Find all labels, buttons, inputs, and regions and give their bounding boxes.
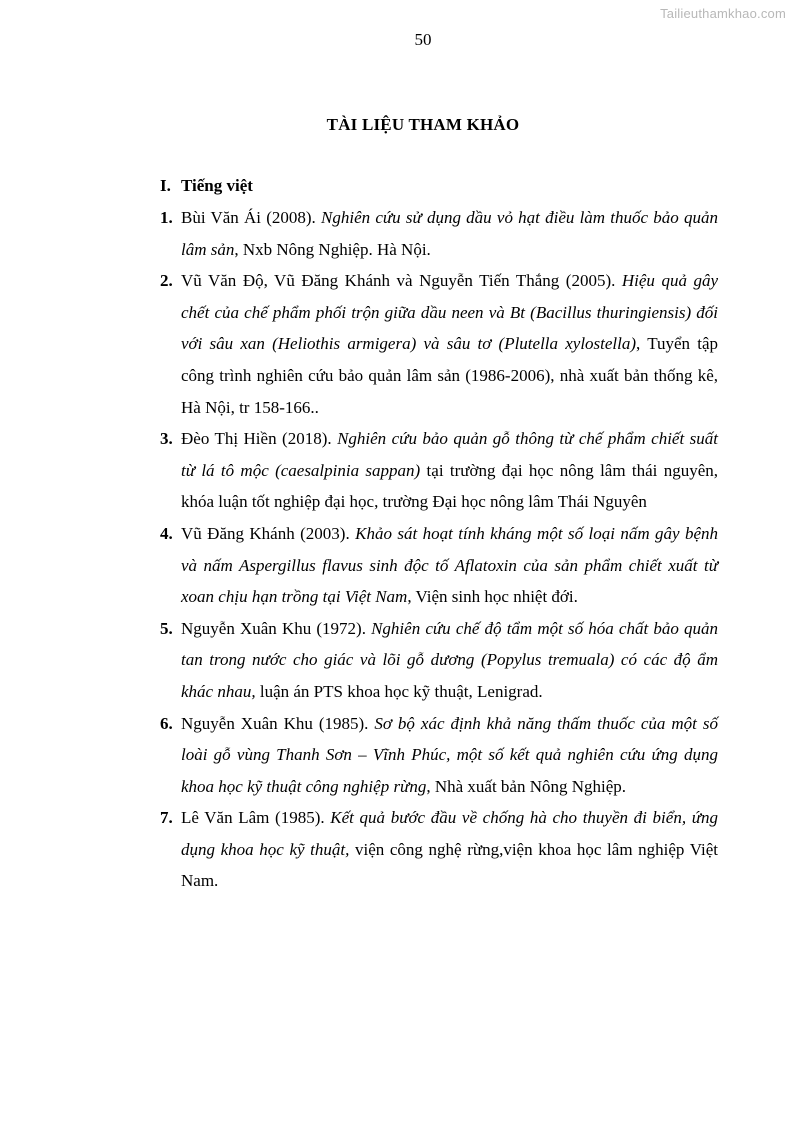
reference-item xyxy=(160,802,718,897)
reference-number: 2. xyxy=(160,271,173,291)
reference-number: 4. xyxy=(160,523,173,543)
reference-number: 7. xyxy=(160,808,173,828)
reference-list xyxy=(160,202,718,897)
reference-authors: Nguyễn Xuân Khu (1972). xyxy=(181,618,372,638)
reference-details: , Viện sinh học nhiệt đới. xyxy=(407,587,578,607)
reference-details: , Tuyển tập công trình nghiên cứu bảo quản lâm sản (1986-2006), nhà xuất bản thống kê, Hà Nội, tr 158-166.. xyxy=(181,334,719,417)
page-title: TÀI LIỆU THAM KHẢO xyxy=(326,115,520,134)
section-title: Tiếng việt xyxy=(181,176,253,195)
reference-item xyxy=(160,202,718,265)
reference-details: , Nxb Nông Nghiệp. Hà Nội. xyxy=(234,239,431,259)
reference-details: tại trường đại học nông lâm thái nguyên, khóa luận tốt nghiệp đại học, trường Đại học nông lâm Thái Nguyên xyxy=(181,460,718,512)
reference-number: 1. xyxy=(160,208,173,227)
reference-title: Khảo sát hoạt tính kháng một số loại nấm gây bệnh và nấm Aspergillus flavus sinh độc tố Aflatoxin của sản phẩm chiết xuất từ xoan chịu hạn trồng tại Việt Nam xyxy=(181,523,718,607)
section-heading xyxy=(160,176,253,196)
reference-number: 5. xyxy=(160,618,173,638)
section-number: I. xyxy=(160,176,171,195)
watermark: Tailieuthamkhao.com xyxy=(660,6,786,21)
reference-title: Sơ bộ xác định khả năng thấm thuốc của một số loài gỗ vùng Thanh Sơn – Vĩnh Phúc, một số kết quả nghiên cứu ứng dụng khoa học kỹ thuật công nghiệp rừng xyxy=(181,713,718,796)
reference-details: , Nhà xuất bản Nông Nghiệp. xyxy=(426,776,627,796)
reference-title: Kết quả bước đầu về chống hà cho thuyền đi biển, ứng dụng khoa học kỹ thuật, xyxy=(181,808,718,859)
reference-title: Nghiên cứu chế độ tẩm một số hóa chất bảo quản tan trong nước cho giác và lõi gỗ dương (Popylus tremuala) có các độ ẩm khác nhau, xyxy=(181,618,718,701)
reference-authors: Vũ Đăng Khánh (2003). xyxy=(181,523,356,543)
reference-title: Nghiên cứu sử dụng dầu vỏ hạt điều làm thuốc bảo quản lâm sản xyxy=(181,208,718,259)
reference-item xyxy=(160,423,718,518)
page-number: 50 xyxy=(414,30,432,49)
reference-authors: Lê Văn Lâm (1985). xyxy=(181,808,331,828)
reference-details: viện công nghệ rừng,viện khoa học lâm nghiệp Việt Nam. xyxy=(181,839,718,891)
reference-authors: Vũ Văn Độ, Vũ Đăng Khánh và Nguyễn Tiến Thắng (2005). xyxy=(181,271,622,291)
reference-authors: Bùi Văn Ái (2008). xyxy=(181,208,322,227)
reference-number: 3. xyxy=(160,429,173,449)
reference-authors: Đèo Thị Hiền (2018). xyxy=(181,429,338,449)
reference-authors: Nguyễn Xuân Khu (1985). xyxy=(181,713,375,733)
reference-item xyxy=(160,518,718,613)
reference-title: Nghiên cứu bảo quản gỗ thông từ chế phẩm chiết suất từ lá tô mộc (caesalpinia sappan) xyxy=(181,429,718,480)
reference-item xyxy=(160,613,718,708)
reference-item xyxy=(160,708,718,803)
reference-item xyxy=(160,265,718,423)
reference-details: luận án PTS khoa học kỹ thuật, Lenigrad. xyxy=(255,681,543,701)
reference-title: Hiệu quả gây chết của chế phẩm phối trộn giữa dầu neen và Bt (Bacillus thuringiensis) đối với sâu xan (Heliothis armigera) và sâu tơ (Plutella xylostella) xyxy=(181,271,719,354)
reference-number: 6. xyxy=(160,713,173,733)
